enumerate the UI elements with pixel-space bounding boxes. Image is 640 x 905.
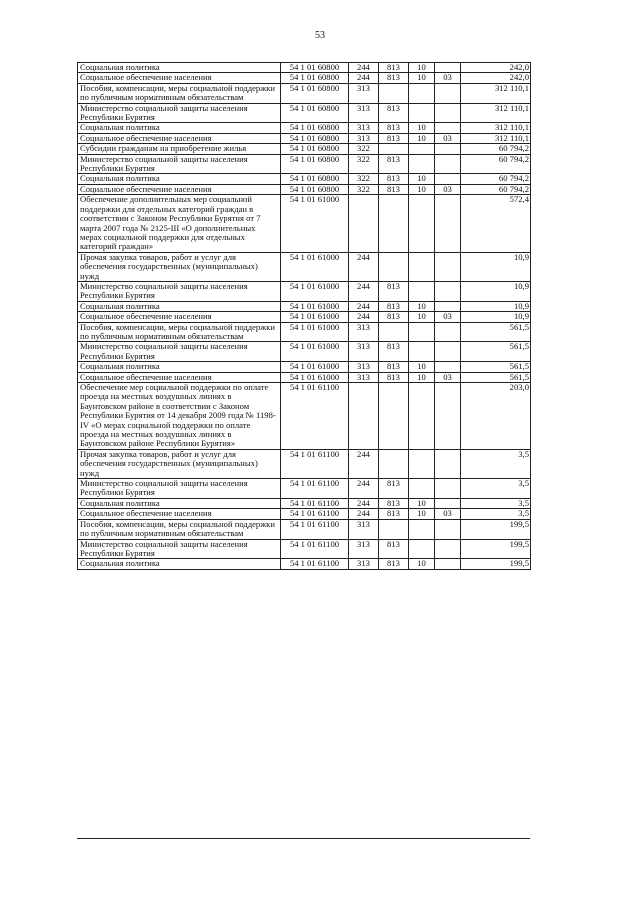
- cell-expense-type: 244: [349, 73, 379, 83]
- table-row: [78, 449, 531, 478]
- table-bottom-edge: [77, 838, 530, 839]
- cell-subsection: [435, 322, 461, 342]
- table-row: [78, 63, 531, 73]
- cell-administrator: 813: [379, 498, 409, 508]
- cell-target-code: 54 1 01 61000: [281, 301, 349, 311]
- cell-target-code: 54 1 01 61100: [281, 498, 349, 508]
- cell-administrator: 813: [379, 509, 409, 519]
- cell-target-code: 54 1 01 60800: [281, 83, 349, 103]
- cell-amount: 242,0: [461, 73, 531, 83]
- cell-amount: 60 794,2: [461, 154, 531, 174]
- cell-name: Социальное обеспечение населения: [78, 372, 281, 382]
- cell-name: Прочая закупка товаров, работ и услуг для обеспечения государственных (муниципальных) нужд: [78, 252, 281, 281]
- cell-amount: 60 794,2: [461, 174, 531, 184]
- cell-name: Социальное обеспечение населения: [78, 509, 281, 519]
- table-row: [78, 322, 531, 342]
- table-row: [78, 479, 531, 499]
- cell-amount: 3,5: [461, 509, 531, 519]
- table-row: [78, 559, 531, 569]
- cell-subsection: [435, 174, 461, 184]
- cell-name: Пособия, компенсации, меры социальной поддержки по публичным нормативным обязательствам: [78, 322, 281, 342]
- cell-subsection: 03: [435, 312, 461, 322]
- cell-section: [409, 479, 435, 499]
- cell-section: 10: [409, 133, 435, 143]
- table-row: [78, 123, 531, 133]
- cell-amount: 561,5: [461, 342, 531, 362]
- cell-administrator: [379, 83, 409, 103]
- cell-expense-type: [349, 383, 379, 450]
- cell-section: 10: [409, 73, 435, 83]
- cell-target-code: 54 1 01 61000: [281, 281, 349, 301]
- cell-amount: 3,5: [461, 449, 531, 478]
- cell-section: 10: [409, 498, 435, 508]
- table-row: [78, 301, 531, 311]
- cell-administrator: 813: [379, 479, 409, 499]
- cell-administrator: 813: [379, 281, 409, 301]
- cell-expense-type: 244: [349, 252, 379, 281]
- cell-name: Социальная политика: [78, 174, 281, 184]
- cell-name: Прочая закупка товаров, работ и услуг для обеспечения государственных (муниципальных) нужд: [78, 449, 281, 478]
- cell-expense-type: 244: [349, 449, 379, 478]
- cell-expense-type: 313: [349, 133, 379, 143]
- cell-subsection: [435, 539, 461, 559]
- cell-subsection: [435, 383, 461, 450]
- cell-target-code: 54 1 01 60800: [281, 73, 349, 83]
- cell-amount: 312 110,1: [461, 123, 531, 133]
- cell-expense-type: 322: [349, 184, 379, 194]
- cell-name: Министерство социальной защиты населения Республики Бурятия: [78, 539, 281, 559]
- table-row: [78, 144, 531, 154]
- table-row: [78, 362, 531, 372]
- table-row: [78, 539, 531, 559]
- cell-expense-type: 313: [349, 519, 379, 539]
- table-row: [78, 133, 531, 143]
- cell-name: Социальное обеспечение населения: [78, 312, 281, 322]
- table-row: [78, 103, 531, 123]
- table-body: [78, 63, 531, 570]
- cell-section: [409, 281, 435, 301]
- cell-section: 10: [409, 123, 435, 133]
- cell-amount: 199,5: [461, 539, 531, 559]
- cell-name: Социальное обеспечение населения: [78, 73, 281, 83]
- cell-expense-type: 244: [349, 281, 379, 301]
- cell-name: Социальное обеспечение населения: [78, 184, 281, 194]
- cell-amount: 561,5: [461, 372, 531, 382]
- cell-target-code: 54 1 01 61100: [281, 539, 349, 559]
- cell-target-code: 54 1 01 60800: [281, 144, 349, 154]
- cell-target-code: 54 1 01 61100: [281, 509, 349, 519]
- cell-section: [409, 449, 435, 478]
- table-row: [78, 312, 531, 322]
- cell-name: Министерство социальной защиты населения Республики Бурятия: [78, 103, 281, 123]
- table-row: [78, 184, 531, 194]
- cell-amount: 312 110,1: [461, 83, 531, 103]
- cell-name: Социальная политика: [78, 301, 281, 311]
- cell-subsection: 03: [435, 509, 461, 519]
- table-row: [78, 252, 531, 281]
- cell-subsection: 03: [435, 133, 461, 143]
- cell-expense-type: [349, 195, 379, 252]
- cell-subsection: [435, 479, 461, 499]
- cell-section: 10: [409, 184, 435, 194]
- cell-amount: 10,9: [461, 312, 531, 322]
- cell-subsection: [435, 301, 461, 311]
- cell-name: Министерство социальной защиты населения Республики Бурятия: [78, 479, 281, 499]
- cell-section: [409, 195, 435, 252]
- cell-administrator: 813: [379, 174, 409, 184]
- cell-expense-type: 313: [349, 372, 379, 382]
- cell-target-code: 54 1 01 61100: [281, 479, 349, 499]
- cell-expense-type: 313: [349, 559, 379, 569]
- cell-target-code: 54 1 01 61000: [281, 312, 349, 322]
- cell-administrator: 813: [379, 312, 409, 322]
- cell-target-code: 54 1 01 61000: [281, 362, 349, 372]
- cell-administrator: 813: [379, 73, 409, 83]
- cell-target-code: 54 1 01 60800: [281, 184, 349, 194]
- cell-name: Социальная политика: [78, 123, 281, 133]
- cell-section: [409, 154, 435, 174]
- cell-section: 10: [409, 362, 435, 372]
- cell-amount: 10,9: [461, 281, 531, 301]
- cell-administrator: 813: [379, 372, 409, 382]
- cell-target-code: 54 1 01 60800: [281, 174, 349, 184]
- cell-administrator: [379, 144, 409, 154]
- cell-amount: 561,5: [461, 322, 531, 342]
- cell-name: Министерство социальной защиты населения Республики Бурятия: [78, 154, 281, 174]
- cell-expense-type: 244: [349, 63, 379, 73]
- cell-amount: 199,5: [461, 559, 531, 569]
- cell-name: Обеспечение дополнительных мер социальной поддержки для отдельных категорий граждан в соответствии с Законом Республики Бурятия от 7 марта 2007 года № 2125-III «О дополнительных мерах социальной поддержки для отдельных категорий граждан»: [78, 195, 281, 252]
- cell-administrator: [379, 322, 409, 342]
- cell-administrator: 813: [379, 559, 409, 569]
- cell-subsection: [435, 123, 461, 133]
- cell-subsection: 03: [435, 372, 461, 382]
- cell-expense-type: 313: [349, 83, 379, 103]
- cell-target-code: 54 1 01 60800: [281, 154, 349, 174]
- cell-target-code: 54 1 01 61000: [281, 322, 349, 342]
- cell-expense-type: 322: [349, 154, 379, 174]
- cell-expense-type: 244: [349, 509, 379, 519]
- cell-administrator: 813: [379, 362, 409, 372]
- cell-target-code: 54 1 01 61000: [281, 195, 349, 252]
- cell-name: Обеспечение мер социальной поддержки по оплате проезда на местных воздушных линиях в Баунтовском районе в соответствии с Законом Республики Бурятия от 14 декабря 2009 года № 1198-IV «О мерах социальной поддержки по оплате проезда на местных воздушных линиях в Баунтовском районе Республики Бурятия»: [78, 383, 281, 450]
- cell-subsection: [435, 519, 461, 539]
- cell-subsection: [435, 362, 461, 372]
- cell-target-code: 54 1 01 60800: [281, 103, 349, 123]
- cell-administrator: [379, 449, 409, 478]
- table-row: [78, 383, 531, 450]
- cell-name: Министерство социальной защиты населения Республики Бурятия: [78, 281, 281, 301]
- table-row: [78, 509, 531, 519]
- budget-table: [77, 62, 531, 570]
- table-row: [78, 519, 531, 539]
- cell-expense-type: 313: [349, 103, 379, 123]
- cell-expense-type: 313: [349, 123, 379, 133]
- cell-expense-type: 244: [349, 498, 379, 508]
- cell-target-code: 54 1 01 60800: [281, 133, 349, 143]
- cell-name: Пособия, компенсации, меры социальной поддержки по публичным нормативным обязательствам: [78, 519, 281, 539]
- cell-administrator: [379, 519, 409, 539]
- cell-administrator: [379, 195, 409, 252]
- cell-subsection: [435, 559, 461, 569]
- cell-subsection: [435, 144, 461, 154]
- cell-subsection: [435, 195, 461, 252]
- cell-administrator: 813: [379, 103, 409, 123]
- cell-administrator: 813: [379, 301, 409, 311]
- cell-amount: 312 110,1: [461, 103, 531, 123]
- cell-amount: 242,0: [461, 63, 531, 73]
- table-row: [78, 73, 531, 83]
- cell-target-code: 54 1 01 61000: [281, 252, 349, 281]
- cell-section: 10: [409, 372, 435, 382]
- cell-section: [409, 83, 435, 103]
- cell-subsection: [435, 83, 461, 103]
- cell-name: Субсидии гражданам на приобретение жилья: [78, 144, 281, 154]
- cell-section: 10: [409, 174, 435, 184]
- cell-administrator: [379, 383, 409, 450]
- cell-subsection: [435, 342, 461, 362]
- cell-section: 10: [409, 301, 435, 311]
- cell-section: [409, 539, 435, 559]
- cell-administrator: 813: [379, 342, 409, 362]
- table-row: [78, 195, 531, 252]
- table-row: [78, 281, 531, 301]
- cell-target-code: 54 1 01 61100: [281, 383, 349, 450]
- cell-amount: 572,4: [461, 195, 531, 252]
- cell-expense-type: 244: [349, 312, 379, 322]
- cell-name: Социальное обеспечение населения: [78, 133, 281, 143]
- cell-expense-type: 322: [349, 144, 379, 154]
- cell-amount: 312 110,1: [461, 133, 531, 143]
- cell-target-code: 54 1 01 61000: [281, 372, 349, 382]
- page-number: 53: [315, 30, 325, 41]
- table-row: [78, 498, 531, 508]
- cell-name: Министерство социальной защиты населения Республики Бурятия: [78, 342, 281, 362]
- cell-amount: 10,9: [461, 301, 531, 311]
- cell-section: [409, 383, 435, 450]
- cell-subsection: [435, 103, 461, 123]
- cell-target-code: 54 1 01 61000: [281, 342, 349, 362]
- cell-amount: 3,5: [461, 498, 531, 508]
- cell-expense-type: 313: [349, 342, 379, 362]
- cell-target-code: 54 1 01 61100: [281, 519, 349, 539]
- cell-expense-type: 244: [349, 301, 379, 311]
- cell-administrator: [379, 252, 409, 281]
- cell-target-code: 54 1 01 61100: [281, 559, 349, 569]
- cell-section: [409, 252, 435, 281]
- cell-subsection: [435, 449, 461, 478]
- cell-name: Социальная политика: [78, 362, 281, 372]
- table-row: [78, 83, 531, 103]
- cell-section: [409, 103, 435, 123]
- cell-target-code: 54 1 01 61100: [281, 449, 349, 478]
- cell-amount: 203,0: [461, 383, 531, 450]
- cell-expense-type: 322: [349, 174, 379, 184]
- cell-amount: 3,5: [461, 479, 531, 499]
- cell-section: [409, 342, 435, 362]
- cell-amount: 561,5: [461, 362, 531, 372]
- cell-name: Пособия, компенсации, меры социальной поддержки по публичным нормативным обязательствам: [78, 83, 281, 103]
- cell-subsection: [435, 63, 461, 73]
- table-row: [78, 342, 531, 362]
- cell-subsection: [435, 498, 461, 508]
- cell-expense-type: 313: [349, 322, 379, 342]
- cell-subsection: [435, 281, 461, 301]
- cell-administrator: 813: [379, 539, 409, 559]
- cell-section: 10: [409, 312, 435, 322]
- cell-section: [409, 144, 435, 154]
- cell-administrator: 813: [379, 133, 409, 143]
- cell-expense-type: 313: [349, 539, 379, 559]
- cell-administrator: 813: [379, 154, 409, 174]
- cell-subsection: [435, 252, 461, 281]
- cell-amount: 10,9: [461, 252, 531, 281]
- cell-target-code: 54 1 01 60800: [281, 123, 349, 133]
- table-row: [78, 154, 531, 174]
- cell-amount: 60 794,2: [461, 144, 531, 154]
- cell-administrator: 813: [379, 123, 409, 133]
- cell-expense-type: 244: [349, 479, 379, 499]
- cell-name: Социальная политика: [78, 63, 281, 73]
- cell-expense-type: 313: [349, 362, 379, 372]
- cell-name: Социальная политика: [78, 498, 281, 508]
- cell-section: [409, 519, 435, 539]
- cell-amount: 199,5: [461, 519, 531, 539]
- cell-subsection: [435, 154, 461, 174]
- cell-section: [409, 322, 435, 342]
- cell-section: 10: [409, 559, 435, 569]
- cell-name: Социальная политика: [78, 559, 281, 569]
- cell-subsection: 03: [435, 73, 461, 83]
- cell-subsection: 03: [435, 184, 461, 194]
- table-row: [78, 174, 531, 184]
- table-row: [78, 372, 531, 382]
- cell-administrator: 813: [379, 184, 409, 194]
- cell-target-code: 54 1 01 60800: [281, 63, 349, 73]
- cell-administrator: 813: [379, 63, 409, 73]
- cell-section: 10: [409, 509, 435, 519]
- cell-amount: 60 794,2: [461, 184, 531, 194]
- cell-section: 10: [409, 63, 435, 73]
